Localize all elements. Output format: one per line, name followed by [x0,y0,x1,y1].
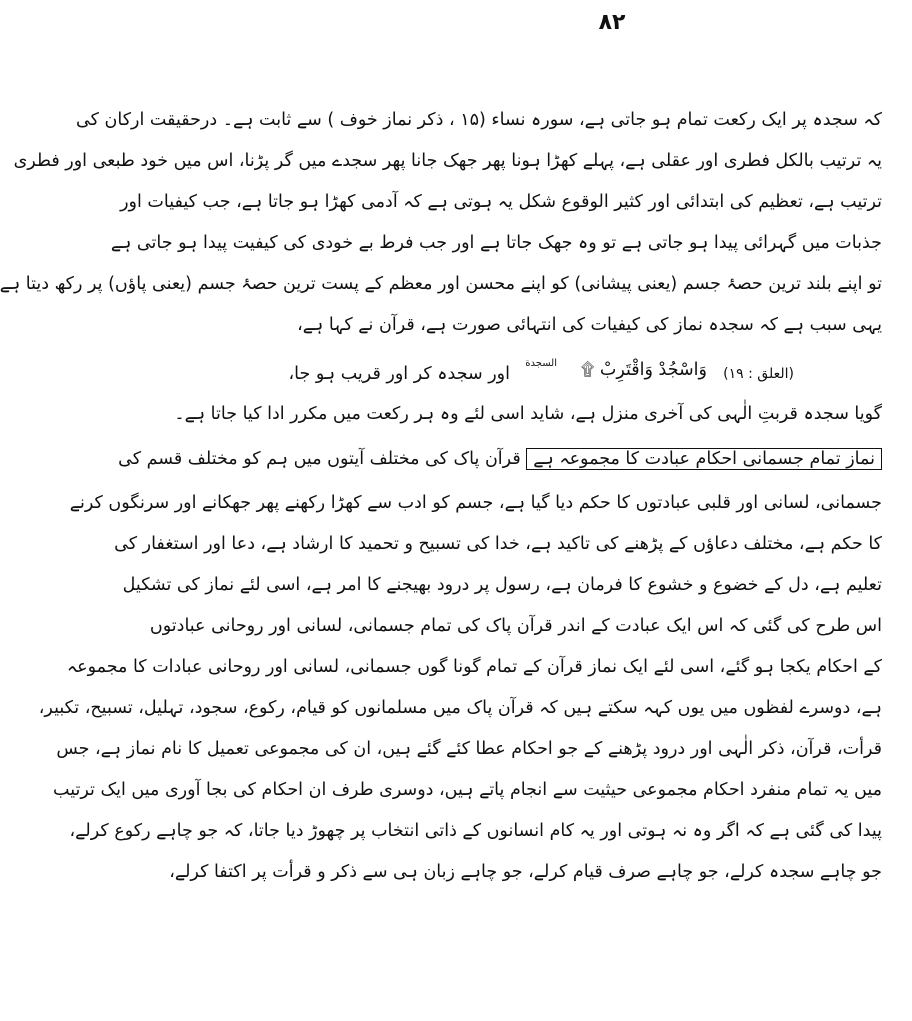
highlighted-sentence [118,435,882,483]
text-line: قرأت، قرآن، ذکر الٰہی اور درود پڑھنے کے جو احکام عطا کئے گئے ہیں، ان کی مجموعی تعمیل کا نام نماز ہے، جس [56,739,882,759]
text-line: کے احکام یکجا ہو گئے، اسی لئے ایک نماز قرآن کے تمام گونا گوں جسمانی، لسانی اور روحانی عبادات کا مجموعہ [66,657,882,677]
text-line: پیدا کی گئی ہے کہ اگر وہ نہ ہوتی اور یہ کام انسانوں کے ذاتی انتخاب پر چھوڑ دیا جاتا، کہ جو چاہے رکوع کرلے، [69,821,882,841]
body-text [0,100,882,893]
text-line: ہے، دوسرے لفظوں میں یوں کہہ سکتے ہیں کہ قرآن پاک میں مسلمانوں کو قیام، رکوع، سجود، تہلیل، تسبیح، تکبیر، [38,698,882,718]
text-line: یہی سبب ہے کہ سجدہ نماز کی کیفیات کی انتہائی صورت ہے، قرآن نے کہا ہے، [297,315,882,335]
text-line: میں یہ تمام منفرد احکام مجموعی حیثیت سے انجام پاتے ہیں، دوسری طرف ان احکام کی بجا آوری میں ایک ترتیب [53,780,882,800]
verse-arabic: وَاسْجُدْ وَاقْتَرِبْ ۩ [581,360,707,380]
boxed-heading: نماز تمام جسمانی احکام عبادت کا مجموعہ ہے [526,448,882,470]
quran-verse [288,346,882,394]
text-line: جذبات میں گہرائی پیدا ہو جاتی ہے تو وہ جھک جاتا ہے اور جب فرط بے خودی کی کیفیت پیدا ہو جاتی ہے [110,233,882,253]
text-line: جو چاہے سجدہ کرلے، جو چاہے صرف قیام کرلے، جو چاہے زبان ہی سے ذکر و قرأت پر اکتفا کرلے، [169,862,882,882]
text-line: جسمانی، لسانی اور قلبی عبادتوں کا حکم دیا گیا ہے، جسم کو ادب سے کھڑا رکھنے پھر جھکانے اور سرنگوں کرنے [69,493,882,513]
text-line: کہ سجدہ پر ایک رکعت تمام ہو جاتی ہے، سورہ نساء (۱۵ ، ذکر نماز خوف ) سے ثابت ہے۔ درحقیقت ارکان کی [76,110,882,130]
text-line: گویا سجدہ قربتِ الٰہی کی آخری منزل ہے، شاید اسی لئے وہ ہر رکعت میں مکرر ادا کیا جاتا ہے۔ [174,404,882,424]
verse-translation: اور سجدہ کر اور قریب ہو جا، [288,364,510,384]
text-line: اس طرح کی گئی کہ اس ایک عبادت کے اندر قرآن پاک کی تمام جسمانی، لسانی اور روحانی عبادتوں [149,616,882,636]
verse-reference: (العلق : ۱۹) [723,366,794,382]
text-line: تو اپنے بلند ترین حصۂ جسم (یعنی پیشانی) کو اپنے محسن اور معظم کے پست ترین حصۂ جسم (یعنی پاؤں) پر رکھ دیتا ہے [0,274,882,294]
sajdah-mark: السجدة [525,358,557,369]
text-line: ترتیب ہے، تعظیم کی ابتدائی اور کثیر الوقوع شکل یہ ہوتی ہے کہ آدمی کھڑا ہو جاتا ہے، جب کیفیات اور [120,192,882,212]
text-line: کا حکم ہے، مختلف دعاؤں کے پڑھنے کی تاکید ہے، خدا کی تسبیح و تحمید کا ارشاد ہے، دعا اور استغفار کی [114,534,882,554]
page-number: ۸۲ [598,10,626,35]
text-line: یہ ترتیب بالکل فطری اور عقلی ہے، پہلے کھڑا ہونا پھر جھک جانا پھر سجدے میں گر پڑنا، اس میں خود طبعی اور فطری [13,151,882,171]
highlight-rest: قرآن پاک کی مختلف آیتوں میں ہم کو مختلف قسم کی [118,449,521,469]
text-line: تعلیم ہے، دل کے خضوع و خشوع کا فرمان ہے، رسول پر درود بھیجنے کا امر ہے، اسی لئے نماز کی تشکیل [122,575,882,595]
